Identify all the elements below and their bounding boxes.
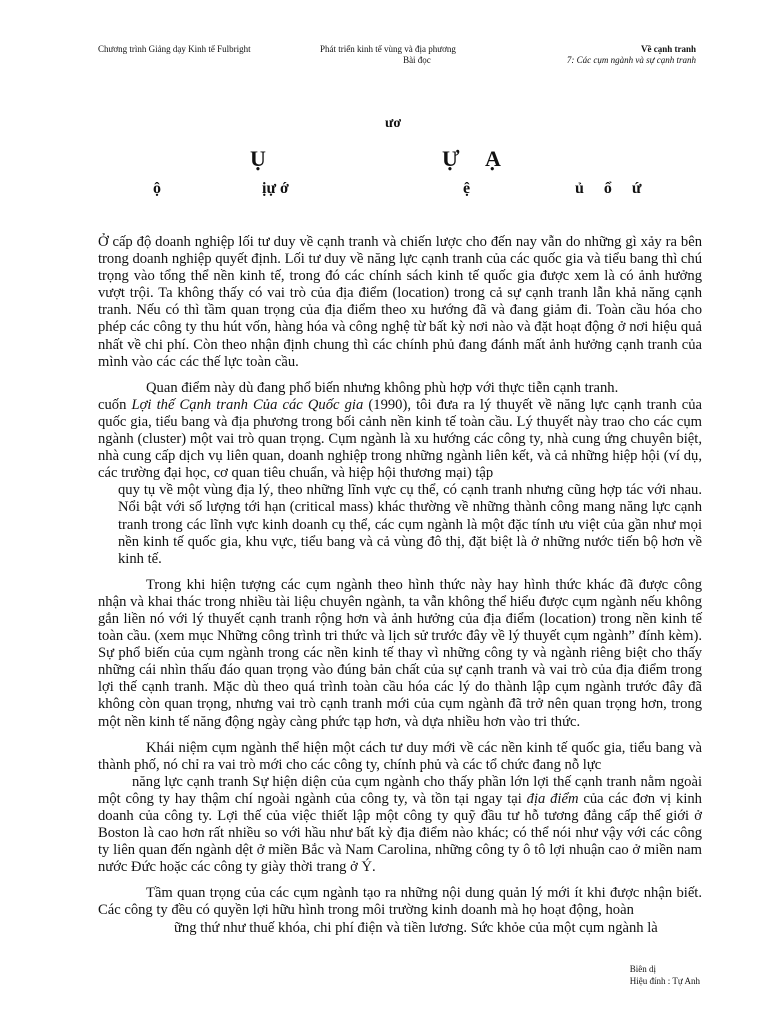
paragraph-4-text-a: năng lực cạnh tranh Sự hiện diện của cụm ngành cho thấy phần lớn lợi thế cạnh tranh nằm ngoài một công ty hay thậm chí ngoài ngành của công ty, và tồn tại ngay tại (98, 773, 702, 807)
paragraph-2-text: (1990), tôi đưa ra lý thuyết về năng lực cạnh tranh của quốc gia, tiểu bang và địa phương trong bối cảnh nền kinh tế toàn cầu. Lý thuyết này trao cho các cụm ngành (cluster) một vai trò quan trọng. Cụm ngành là xu hướng các công ty, nhà cung ứng chuyên biệt, nhà cung cấp dịch vụ liên quan, doanh nghiệp trong những ngành liên kết, và cả những hiệp hội (ví dụ, các trường đại học, cơ quan tiêu chuẩn, và hiệp hội thương mại) tập (98, 396, 702, 482)
emphasis-location: địa điểm (526, 790, 579, 807)
footer-editor: Hiệu đính : Tự Anh (629, 976, 700, 986)
page-footer (630, 963, 700, 987)
header-section (567, 44, 696, 66)
title-line-2a: Ụ (250, 146, 266, 171)
paragraph-2-prefix: cuốn (98, 396, 132, 413)
paragraph-2-intro: Quan điểm này dù đang phổ biến nhưng không phù hợp với thực tiễn cạnh tranh. (146, 379, 619, 396)
article-body (98, 234, 702, 937)
paragraph-5-start: Tầm quan trọng của các cụm ngành tạo ra những nội dung quản lý mới ít khi được nhận biết. Các công ty đều có quyền lợi hữu hình trong môi trường kinh doanh mà họ hoạt động, hoàn (98, 885, 702, 919)
title-line-2b: Ự Ạ (442, 146, 511, 171)
header-program: Chương trình Giảng dạy Kinh tế Fulbright (98, 44, 251, 54)
book-title: Lợi thế Cạnh tranh Của các Quốc gia (131, 396, 364, 413)
title-line-3-part-3: ệ (463, 180, 471, 197)
paragraph-2-first-line (98, 380, 702, 397)
paragraph-4-text-b: của các đơn vị kinh doanh của công ty. Lợi thế của việc thiết lập một công ty quỹ đầu tư hỗ tương đẳng cấp thế giới ở Boston là cao hơn rất nhiều so với hầu như bất kỳ địa điểm nào khác; có thể nói như vậy với các công ty liên quan đến ngành dệt ở miền Bắc và Nam Carolina, những công ty ô tô lợi nhuận cao ở miền nam nước Đức hoặc các công ty giày thời trang ở Ý. (98, 790, 702, 876)
title-line-3-part-1: ộ (153, 180, 161, 197)
header-course-title: Phát triển kinh tế vùng và địa phương (320, 44, 456, 54)
title-line-3-part-4: ủ ổ ứ (575, 180, 650, 197)
header-course (320, 44, 456, 66)
paragraph-5-cont: ững thứ như thuế khóa, chi phí điện và tiền lương. Sức khỏe của một cụm ngành là (174, 919, 658, 936)
header-course-sub: Bài đọc (403, 55, 431, 65)
title-line-3-part-2: ịự ớ (262, 180, 289, 197)
header-section-title: Về cạnh tranh (640, 44, 696, 54)
footer-translator: Biên dị (629, 964, 657, 974)
paragraph-4-start: Khái niệm cụm ngành thể hiện một cách tư duy mới về các nền kinh tế quốc gia, tiểu bang và thành phố, nó chỉ ra vai trò mới cho các công ty, chính phủ và các tổ chức đang nỗ lực (98, 739, 702, 773)
paragraph-2-continued: quy tụ về một vùng địa lý, theo những lĩnh vực cụ thể, có cạnh tranh nhưng cũng hợp tác với nhau. Nổi bật với số lượng tới hạn (critical mass) khác thường về những thành công mang năng lực cạnh tranh trong các lĩnh vực kinh doanh cụ thể, các cụm ngành là một đặc tính ưu việt của gần như mọi nền kinh tế quốc gia, khu vực, tiểu bang và cả vùng đô thị, đặt biệt là ở những nước tiến bộ hơn về kinh tế. (118, 482, 702, 567)
paragraph-1: Ở cấp độ doanh nghiệp lối tư duy về cạnh tranh và chiến lược cho đến nay vẫn do những gì xảy ra bên trong doanh nghiệp quyết định. Lối tư duy về năng lực cạnh tranh của các quốc gia và tiểu bang thì chú trọng vào tổng thể nền kinh tế, trong đó các chính sách kinh tế quốc gia được xem là có ảnh hưởng vượt trội. Ta không thấy có vai trò của địa điểm (location) trong cả sự cạnh tranh lẫn khả năng cạnh tranh. Nếu có thì tầm quan trọng của địa điểm theo xu hướng đã và đang giảm đi. Toàn cầu hóa cho phép các công ty thu hút vốn, hàng hóa và công nghệ từ bất kỳ nơi nào và đặt hoạt động ở nơi hiệu quả nhất về chi phí. Còn theo nhận định chung thì các chính phủ đang đánh mất ảnh hưởng cạnh tranh của mình vào các các thế lực toàn cầu. (98, 234, 702, 370)
paragraph-4-body (98, 774, 702, 877)
paragraph-2-body (98, 397, 702, 482)
header-section-sub: 7: Các cụm ngành và sự cạnh tranh (566, 55, 696, 65)
paragraph-3: Trong khi hiện tượng các cụm ngành theo hình thức này hay hình thức khác đã được công nhận và khai thác trong nhiều tài liệu chuyên ngành, ta vẫn không thể hiểu được cụm ngành nếu không gắn liền nó với lý thuyết cạnh tranh rộng hơn và ảnh hưởng của địa điểm (location) trong nền kinh tế toàn cầu. (xem mục Những công trình tri thức và lịch sử trước đây về lý thuyết cụm ngành” đính kèm). Sự phổ biến của cụm ngành trong các nền kinh tế thay vì những công ty và ngành riêng biệt cho thấy những cái nhìn thấu đáo quan trọng vào đúng bản chất của sự cạnh tranh và vai trò của địa điểm trong lợi thế cạnh tranh. Mặc dù theo quá trình toàn cầu hóa các lý do thành lập cụm ngành trước đây đã không còn quan trọng, nhưng vai trò cạnh tranh mới của cụm ngành đã trở nên quan trọng hơn, trong một nền kinh tế năng động ngày càng phức tạp hơn, và dựa nhiều hơn vào tri thức. (98, 576, 702, 730)
title-line-1: ươ (385, 116, 402, 131)
